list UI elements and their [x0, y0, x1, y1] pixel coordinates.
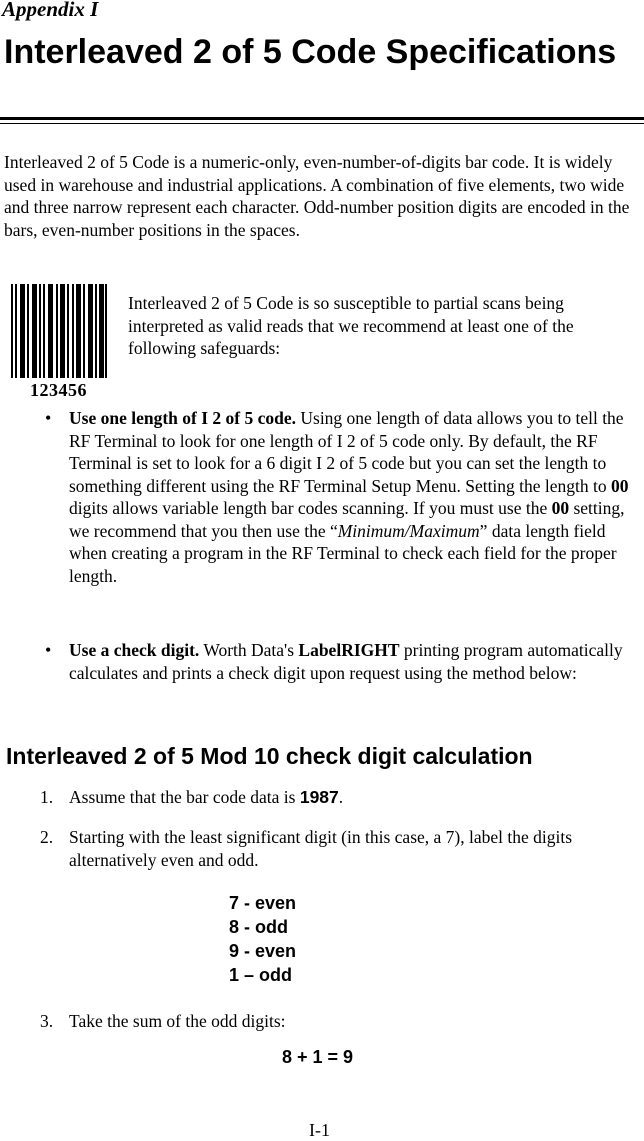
barcode-data-value: 1987 [299, 787, 339, 807]
bullet-lead: Use one length of I 2 of 5 code. [69, 408, 296, 428]
bullet-text: setting, we recommend that you then use the “ [69, 498, 625, 541]
code-value: 00 [551, 498, 570, 518]
step-number: 1. [40, 787, 54, 807]
step-number: 3. [40, 1011, 54, 1031]
step-label-digits: Starting with the least significant digit (in this case, a 7), label the digits alternatively even and odd. [69, 827, 573, 870]
page-title: Interleaved 2 of 5 Code Specifications [4, 33, 617, 71]
step-text: . [338, 787, 344, 807]
bullet-text: ” data length field when creating a program in the RF Terminal to check each field for the proper length. [69, 520, 617, 586]
sum-equation: 8 + 1 = 9 [282, 1047, 354, 1067]
bullet-check-digit [69, 639, 629, 684]
bullet-icon: • [45, 640, 52, 660]
field-name: Minimum/Maximum [337, 520, 480, 541]
bullet-text: Using one length of data allows you to tell the RF Terminal to look for one length of I 2 of 5 code only. By default, the RF Terminal is set to look for a 6 digit I 2 of 5 code but you can set the length to something different using the RF Terminal Setup Menu. Setting the length to [69, 408, 624, 496]
title-divider-thick [0, 117, 644, 120]
bullet-text: Worth Data's [199, 640, 299, 660]
title-divider-thin [0, 123, 644, 124]
step-number: 2. [40, 827, 54, 847]
bullet-text: digits allows variable length bar codes scanning. If you must use the [69, 498, 552, 518]
barcode-image [11, 284, 107, 378]
safeguard-paragraph: Interleaved 2 of 5 Code is so susceptible to partial scans being interpreted as valid reads that we recommend at least one of the following safeguards: [128, 293, 574, 358]
bullet-icon: • [45, 408, 52, 428]
digit-label-line: 1 – odd [229, 965, 293, 985]
digit-label-line: 7 - even [229, 893, 297, 913]
code-value: 00 [611, 475, 629, 496]
section-heading: Interleaved 2 of 5 Mod 10 check digit calculation [6, 743, 533, 769]
bullet-one-length [69, 407, 629, 587]
bullet-text: printing program automatically calculates and prints a check digit upon request using the method below: [69, 640, 623, 683]
digit-label-line: 9 - even [229, 941, 297, 961]
barcode-caption: 123456 [30, 380, 87, 400]
step-text: Assume that the bar code data is [69, 787, 300, 807]
digit-label-line: 8 - odd [229, 917, 288, 937]
step-assume-data [69, 786, 609, 809]
step-sum-odd: Take the sum of the odd digits: [69, 1011, 286, 1031]
page-number: I-1 [309, 1120, 330, 1140]
appendix-label: Appendix I [2, 0, 99, 21]
intro-paragraph: Interleaved 2 of 5 Code is a numeric-only, even-number-of-digits bar code. It is widely used in warehouse and industrial applications. A combination of five elements, two wide and three narrow represent each character. Odd-number position digits are encoded in the bars, even-number positions in the spaces. [4, 152, 630, 240]
brand-name: LabelRIGHT [298, 640, 400, 660]
bullet-lead: Use a check digit. [69, 640, 200, 660]
